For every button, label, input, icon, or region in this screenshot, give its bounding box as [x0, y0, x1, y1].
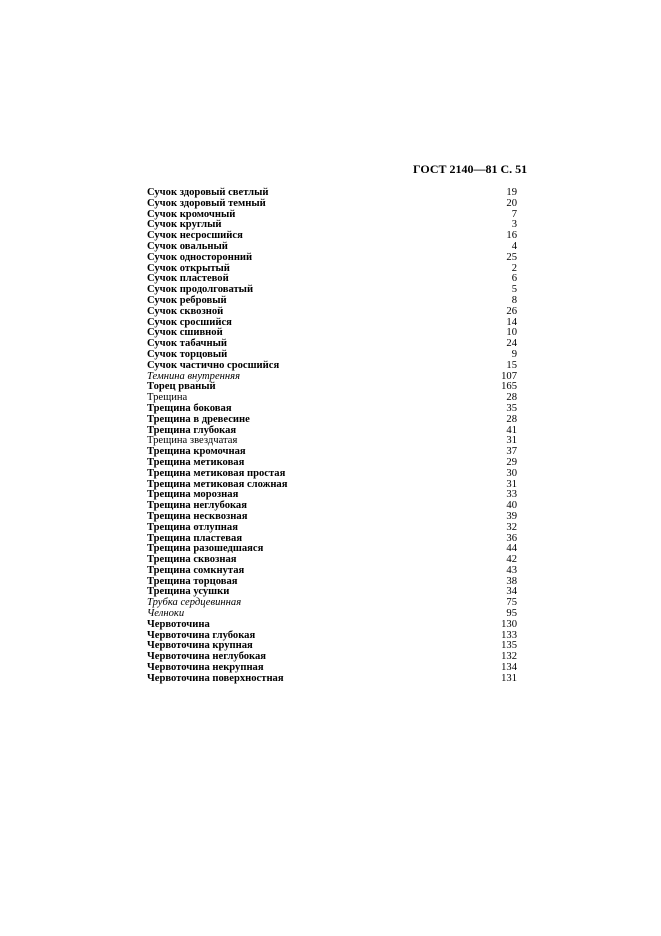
index-page-number: 130 — [501, 618, 517, 630]
index-term: Челноки — [147, 608, 185, 620]
index-term: Трещина разошедшаяся — [147, 543, 264, 555]
index-page-number: 19 — [506, 187, 517, 198]
index-page-number: 37 — [506, 446, 517, 458]
index-term: Трещина несквозная — [147, 510, 248, 522]
index-page-number: 107 — [501, 370, 517, 382]
index-term: Сучок открытый — [147, 262, 230, 274]
index-term: Трещина отлупная — [147, 521, 238, 533]
index-page-number: 39 — [506, 510, 517, 522]
index-page-number: 26 — [506, 305, 517, 317]
index-page-number: 8 — [511, 294, 517, 306]
index-term: Сучок овальный — [147, 240, 228, 252]
index-term: Трещина — [147, 392, 188, 404]
index-page-number: 28 — [506, 413, 517, 425]
index-term: Сучок односторонний — [147, 251, 253, 263]
index-page-number: 20 — [506, 197, 517, 209]
index-term: Сучок частично сросшийся — [147, 359, 280, 371]
index-page-number: 29 — [506, 456, 517, 468]
index-term: Трещина звездчатая — [147, 435, 238, 447]
index-term: Темнина внутренняя — [147, 370, 241, 382]
index-entry — [147, 253, 517, 264]
index-page-number: 9 — [511, 348, 517, 360]
index-term: Трещина метиковая — [147, 456, 245, 468]
index-page-number: 35 — [506, 402, 517, 414]
index-term: Сучок здоровый темный — [147, 197, 266, 209]
index-term: Торец рваный — [147, 381, 216, 393]
index-page-number: 41 — [506, 424, 517, 436]
index-term: Червоточина крупная — [147, 640, 253, 652]
index-page-number: 6 — [511, 273, 517, 285]
index-page-number: 42 — [506, 554, 517, 566]
index-term: Червоточина глубокая — [147, 629, 256, 641]
index-page-number: 133 — [501, 629, 517, 641]
index-term: Сучок здоровый светлый — [147, 187, 269, 198]
index-term: Трещина боковая — [147, 402, 232, 414]
index-page-number: 31 — [506, 478, 517, 490]
index-page-number: 31 — [506, 435, 517, 447]
index-page-number: 16 — [506, 230, 517, 242]
index-term: Сучок круглый — [147, 219, 222, 231]
index-term: Трубка сердцевинная — [147, 597, 242, 609]
index-page-number: 44 — [506, 543, 517, 555]
index-page-number: 14 — [506, 316, 517, 328]
index-entry — [147, 598, 517, 609]
index-term: Трещина пластевая — [147, 532, 243, 544]
index-term: Сучок сросшийся — [147, 316, 232, 328]
index-entry — [147, 307, 517, 318]
index-term: Трещина неглубокая — [147, 500, 247, 512]
index-term: Сучок сшивной — [147, 327, 223, 339]
index-term: Сучок торцовый — [147, 348, 228, 360]
index-page-number: 2 — [511, 262, 517, 274]
index-page-number: 28 — [506, 392, 517, 404]
index-term: Сучок кромочный — [147, 208, 236, 220]
index-page-number: 135 — [501, 640, 517, 652]
index-entry — [147, 469, 517, 480]
index-page-number: 3 — [511, 219, 517, 231]
index-page-number: 132 — [501, 651, 517, 663]
index-entry — [147, 199, 517, 210]
index-term: Трещина в древесине — [147, 413, 250, 425]
index-page-number: 4 — [511, 240, 517, 252]
index-term: Трещина метиковая простая — [147, 467, 286, 479]
index-term: Трещина метиковая сложная — [147, 478, 288, 490]
index-term: Сучок продолговатый — [147, 284, 254, 296]
index-term: Трещина торцовая — [147, 575, 238, 587]
index-page-number: 30 — [506, 467, 517, 479]
index-page-number: 43 — [506, 564, 517, 576]
index-page-number: 7 — [511, 208, 517, 220]
index-page-number: 34 — [506, 586, 517, 598]
index-page-number: 32 — [506, 521, 517, 533]
index-page-number: 131 — [501, 672, 517, 684]
index-page-number: 134 — [501, 662, 517, 674]
index-entry — [147, 415, 517, 426]
index-term: Сучок сквозной — [147, 305, 224, 317]
index-page-number: 25 — [506, 251, 517, 263]
index-term: Трещина кромочная — [147, 446, 246, 458]
index-page-number: 36 — [506, 532, 517, 544]
index-term: Трещина сомкнутая — [147, 564, 245, 576]
index-term: Сучок несросшийся — [147, 230, 243, 242]
index-term: Червоточина поверхностная — [147, 672, 284, 684]
index-page-number: 33 — [506, 489, 517, 501]
index-term: Трещина сквозная — [147, 554, 237, 566]
index-page-number: 95 — [506, 608, 517, 620]
index-page-number: 40 — [506, 500, 517, 512]
term-index-list — [147, 188, 517, 685]
index-entry — [147, 382, 517, 393]
index-page-number: 15 — [506, 359, 517, 371]
index-page-number: 38 — [506, 575, 517, 587]
index-term: Трещина усушки — [147, 586, 230, 598]
index-term: Червоточина некрупная — [147, 662, 264, 674]
page-header: ГОСТ 2140—81 С. 51 — [413, 162, 528, 176]
index-page-number: 10 — [506, 327, 517, 339]
index-page-number: 5 — [511, 284, 517, 296]
index-entry — [147, 674, 517, 685]
index-page-number: 75 — [506, 597, 517, 609]
index-page-number: 165 — [501, 381, 517, 393]
index-term: Трещина глубокая — [147, 424, 237, 436]
index-entry — [147, 523, 517, 534]
index-term: Трещина морозная — [147, 489, 239, 501]
index-term: Сучок пластевой — [147, 273, 229, 285]
index-term: Сучок ребровый — [147, 294, 227, 306]
index-term: Червоточина неглубокая — [147, 651, 266, 663]
index-term: Сучок табачный — [147, 338, 227, 350]
index-entry — [147, 361, 517, 372]
index-term: Червоточина — [147, 618, 210, 630]
index-page-number: 24 — [506, 338, 517, 350]
